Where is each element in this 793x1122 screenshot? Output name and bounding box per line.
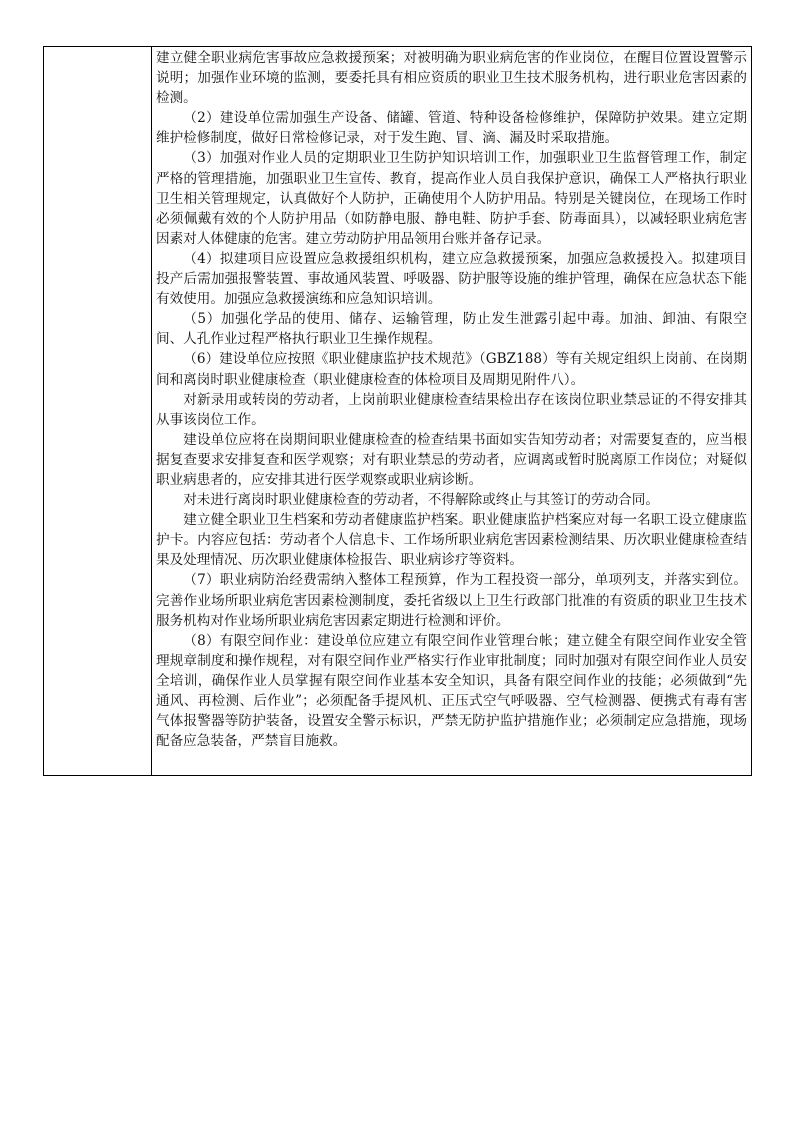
paragraph-item-2: （2）建设单位需加强生产设备、储罐、管道、特种设备检修维护，保障防护效果。建立定期维护检修制度，做好日常检修记录，对于发生跑、冒、滴、漏及时采取措施。 [156,110,747,147]
paragraph-item-7: （7）职业病防治经费需纳入整体工程预算，作为工程投资一部分，单项列支，并落实到位。完善作业场所职业病危害因素检测制度，委托省级以上卫生行政部门批准的有资质的职业卫生技术服务机构对作业场所职业病危害因素定期进行检测和评价。 [156,572,747,629]
paragraph-item-5: （5）加强化学品的使用、储存、运输管理，防止发生泄露引起中毒。加油、卸油、有限空间、人孔作业过程严格执行职业卫生操作规程。 [156,311,747,348]
document-table [43,46,752,776]
paragraph-pre-employment-check: 对新录用或转岗的劳动者，上岗前职业健康检查结果检出存在该岗位职业禁忌证的不得安排其从事该岗位工作。 [156,391,747,428]
paragraph-health-records: 建立健全职业卫生档案和劳动者健康监护档案。职业健康监护档案应对每一名职工设立健康监护卡。内容应包括：劳动者个人信息卡、工作场所职业病危害因素检测结果、历次职业健康检查结果及处理情况、历次职业健康体检报告、职业病诊疗等资料。 [156,512,747,569]
paragraph-on-duty-check: 建设单位应将在岗期间职业健康检查的检查结果书面如实告知劳动者；对需要复查的，应当根据复查要求安排复查和医学观察；对有职业禁忌的劳动者，应调离或暂时脱离原工作岗位；对疑似职业病患者的，应安排其进行医学观察或职业病诊断。 [156,431,747,488]
paragraph-item-6: （6）建设单位应按照《职业健康监护技术规范》（GBZ188）等有关规定组织上岗前、在岗期间和离岗时职业健康检查（职业健康检查的体检项目及周期见附件八）。 [156,351,747,388]
paragraph-item-3: （3）加强对作业人员的定期职业卫生防护知识培训工作，加强职业卫生监督管理工作，制定严格的管理措施，加强职业卫生宣传、教育，提高作业人员自我保护意识，确保工人严格执行职业卫生相关管理规定，认真做好个人防护，正确使用个人防护用品。特别是关键岗位，在现场工作时必须佩戴有效的个人防护用品（如防静电服、静电鞋、防护手套、防毒面具），以减轻职业病危害因素对人体健康的危害。建立劳动防护用品领用台账并备存记录。 [156,150,747,247]
table-left-cell [44,47,152,775]
paragraph-emergency-plan: 建立健全职业病危害事故应急救援预案；对被明确为职业病危害的作业岗位，在醒目位置设置警示说明；加强作业环境的监测，要委托具有相应资质的职业卫生技术服务机构，进行职业危害因素的检测。 [156,50,747,107]
paragraph-item-8: （8）有限空间作业：建设单位应建立有限空间作业管理台帐；建立健全有限空间作业安全管理规章制度和操作规程，对有限空间作业严格实行作业审批制度；同时加强对有限空间作业人员安全培训，确保作业人员掌握有限空间作业基本安全知识，具备有限空间作业的技能；必须做到“先通风、再检测、后作业”；必须配备手提风机、正压式空气呼吸器、空气检测器、便携式有毒有害气体报警器等防护装备，设置安全警示标识，严禁无防护监护措施作业；必须制定应急措施，现场配备应急装备，严禁盲目施救。 [156,632,747,750]
paragraph-departure-check: 对未进行离岗时职业健康检查的劳动者，不得解除或终止与其签订的劳动合同。 [183,492,659,509]
paragraph-item-4: （4）拟建项目应设置应急救援组织机构，建立应急救援预案，加强应急救援投入。拟建项目投产后需加强报警装置、事故通风装置、呼吸器、防护服等设施的维护管理，确保在应急状态下能有效使用。加强应急救援演练和应急知识培训。 [156,250,747,308]
table-content-cell [152,47,751,775]
